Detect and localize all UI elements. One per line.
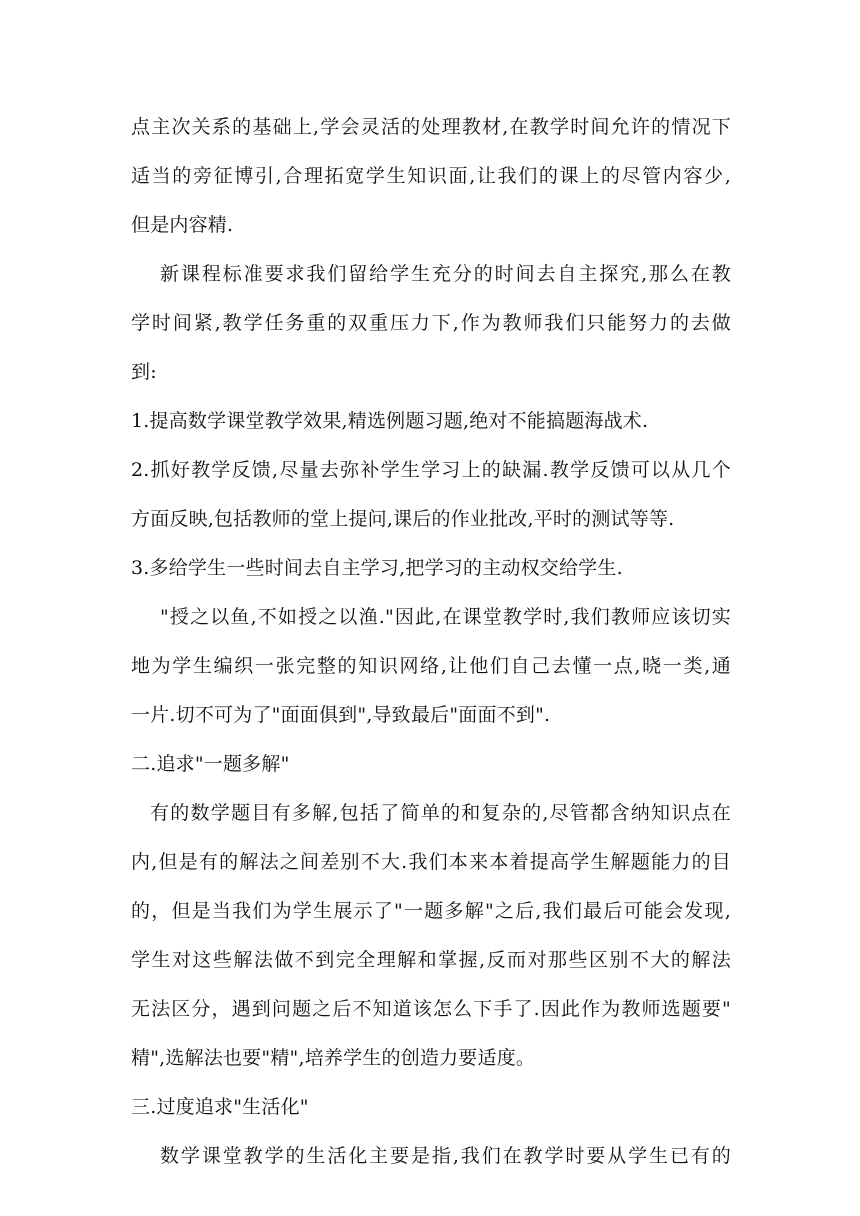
- text-line: 地为学生编织一张完整的知识网络,让他们自己去懂一点,晓一类,通: [131, 655, 731, 677]
- text-line: 点主次关系的基础上,学会灵活的处理教材,在教学时间允许的情况下: [131, 116, 731, 138]
- text-line: 的，但是当我们为学生展示了"一题多解"之后,我们最后可能会发现,: [131, 900, 731, 922]
- list-item-3: 3.多给学生一些时间去自主学习,把学习的主动权交给学生.: [131, 557, 623, 579]
- paragraph-first-line: 数学课堂教学的生活化主要是指,我们在教学时要从学生已有的: [160, 1145, 731, 1167]
- text-line: 无法区分，遇到问题之后不知道该怎么下手了.因此作为教师选题要": [131, 998, 731, 1020]
- section-heading-2: 二.追求"一题多解": [131, 753, 290, 775]
- text-line: 内,但是有的解法之间差别不大.我们本来本着提高学生解题能力的目: [131, 851, 731, 873]
- section-heading-3: 三.过度追求"生活化": [131, 1096, 309, 1118]
- list-item-2: 2.抓好教学反馈,尽量去弥补学生学习上的缺漏.教学反馈可以从几个: [131, 459, 731, 481]
- text-line: 方面反映,包括教师的堂上提问,课后的作业批改,平时的测试等等.: [131, 508, 675, 530]
- list-item-1: 1.提高数学课堂教学效果,精选例题习题,绝对不能搞题海战术.: [131, 410, 649, 432]
- text-line: 一片.切不可为了"面面俱到",导致最后"面面不到".: [131, 704, 551, 726]
- text-line: 到:: [131, 361, 157, 383]
- paragraph-first-line: 新课程标准要求我们留给学生充分的时间去自主探究,那么在教: [160, 263, 731, 285]
- text-line: 学时间紧,教学任务重的双重压力下,作为教师我们只能努力的去做: [131, 312, 731, 334]
- text-line: 精",选解法也要"精",培养学生的创造力要适度。: [131, 1047, 536, 1069]
- paragraph-first-line: 有的数学题目有多解,包括了简单的和复杂的,尽管都含纳知识点在: [150, 802, 731, 824]
- text-line: 学生对这些解法做不到完全理解和掌握,反而对那些区别不大的解法: [131, 949, 731, 971]
- paragraph-first-line: "授之以鱼,不如授之以渔."因此,在课堂教学时,我们教师应该切实: [160, 606, 731, 628]
- text-line: 但是内容精.: [131, 214, 234, 236]
- text-line: 适当的旁征博引,合理拓宽学生知识面,让我们的课上的尽管内容少,: [131, 165, 731, 187]
